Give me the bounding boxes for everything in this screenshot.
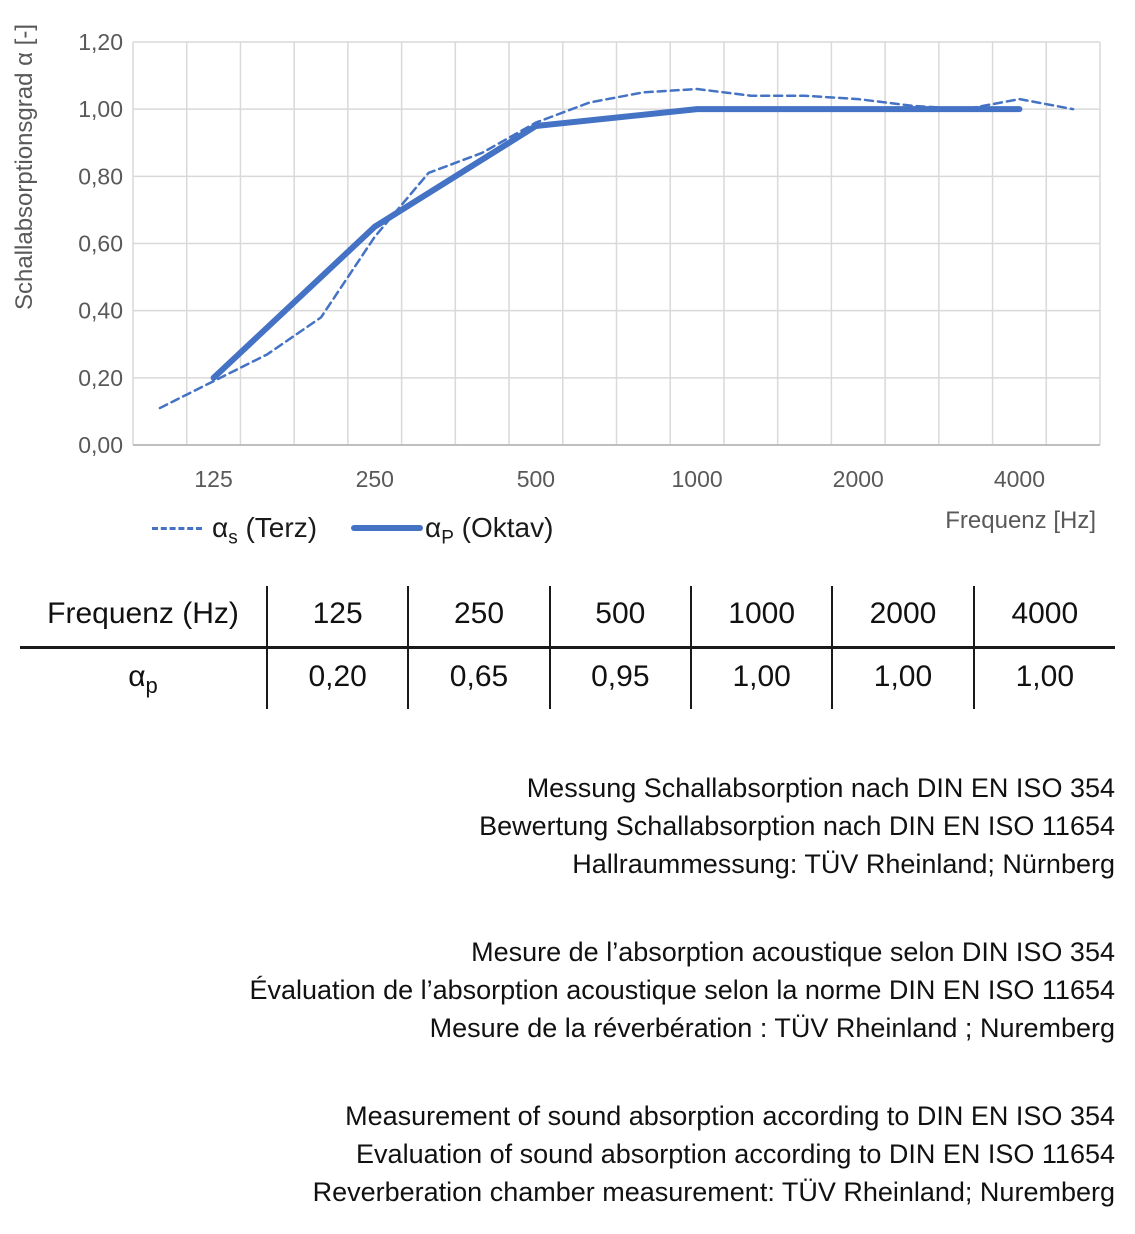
measurement-notes (0, 769, 1135, 1211)
note-block-english (0, 1097, 1115, 1211)
y-tick-label: 0,20 (78, 364, 123, 391)
x-tick-label: 4000 (993, 466, 1046, 492)
table-row-label-alpha-p: $\alpha_p$ (128, 660, 158, 698)
x-axis-title: Frequenz [Hz] (945, 507, 1096, 534)
table-header-row (20, 586, 1115, 648)
y-tick-label: 0,60 (78, 230, 123, 257)
table-header-label: Frequenz (Hz) (20, 586, 267, 648)
table-value-cell: 0,65 (408, 648, 549, 710)
note-line: Measurement of sound absorption according to DIN EN ISO 354 (345, 1101, 1115, 1131)
legend-item-alpha-s (152, 512, 318, 549)
legend-label-alpha-p: $\alpha_P$ (Oktav) (425, 512, 554, 549)
note-line: Hallraummessung: TÜV Rheinland; Nürnberg (572, 849, 1115, 879)
x-tick-label: 250 (355, 466, 394, 492)
note-line: Évaluation de l’absorption acoustique selon la norme DIN EN ISO 11654 (249, 975, 1115, 1005)
table-frequency-cell: 125 (267, 586, 408, 648)
absorption-values-table (20, 586, 1115, 709)
table-value-cell: 0,95 (550, 648, 691, 710)
dashed-line-swatch-icon (152, 527, 202, 530)
table-frequency-cell: 4000 (974, 586, 1115, 648)
x-tick-label: 500 (516, 466, 556, 492)
legend-label-alpha-s: $\alpha_s$ (Terz) (212, 512, 318, 549)
table-frequency-cell: 2000 (832, 586, 973, 648)
table-frequency-cell: 1000 (691, 586, 832, 648)
table-value-cell: 0,20 (267, 648, 408, 710)
chart-legend (152, 512, 554, 549)
note-block-french (0, 933, 1115, 1047)
y-tick-label: 1,00 (78, 96, 123, 123)
y-tick-label: 0,00 (78, 432, 123, 458)
absorption-chart-svg (0, 0, 1135, 560)
legend-item-alpha-p (351, 512, 554, 549)
note-line: Mesure de la réverbération : TÜV Rheinland ; Nuremberg (429, 1013, 1115, 1043)
solid-line-swatch-icon (351, 525, 423, 531)
note-line: Evaluation of sound absorption according to DIN EN ISO 11654 (356, 1139, 1115, 1169)
note-line: Reverberation chamber measurement: TÜV Rheinland; Nuremberg (312, 1177, 1115, 1207)
table-value-row (20, 648, 1115, 710)
absorption-chart (0, 0, 1135, 560)
x-tick-label: 2000 (832, 466, 884, 492)
note-line: Messung Schallabsorption nach DIN EN ISO 354 (526, 773, 1115, 803)
table-frequency-cell: 500 (550, 586, 691, 648)
note-line: Bewertung Schallabsorption nach DIN EN ISO 11654 (479, 811, 1115, 841)
table-value-cell: 1,00 (832, 648, 973, 710)
y-tick-label: 0,80 (78, 163, 123, 190)
y-axis-title: Schallabsorptionsgrad α [-] (11, 23, 38, 311)
x-tick-label: 1000 (671, 466, 723, 492)
note-line: Mesure de l’absorption acoustique selon DIN ISO 354 (471, 937, 1115, 967)
table-frequency-cell: 250 (408, 586, 549, 648)
y-tick-label: 1,20 (78, 29, 123, 55)
y-tick-label: 0,40 (78, 297, 123, 324)
table-value-cell: 1,00 (974, 648, 1115, 710)
x-tick-label: 125 (194, 466, 233, 492)
table-value-cell: 1,00 (691, 648, 832, 710)
note-block-german (0, 769, 1115, 883)
